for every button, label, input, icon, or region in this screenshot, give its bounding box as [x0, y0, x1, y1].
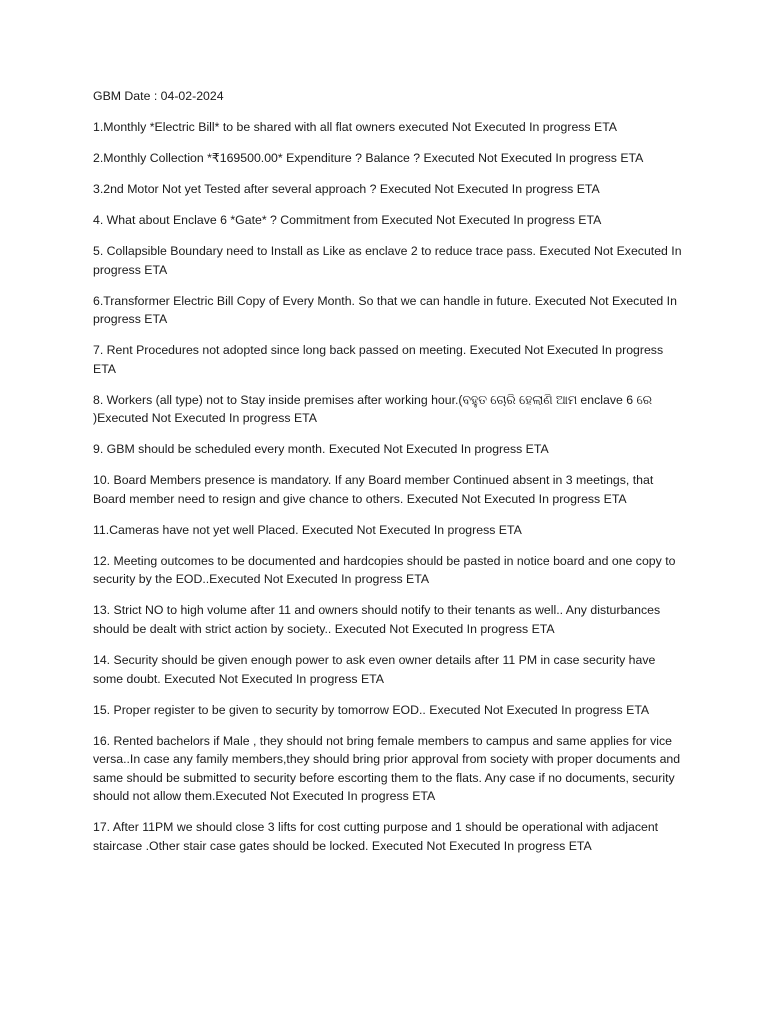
document-title: GBM Date : 04-02-2024 — [93, 89, 224, 103]
agenda-item-11: 11.Cameras have not yet well Placed. Executed Not Executed In progress ETA — [93, 522, 522, 537]
agenda-item-13: 13. Strict NO to high volume after 11 and owners should notify to their tenants as well.. Any disturbances should be dealt with strict action by society.. Executed Not Executed In progress ETA — [93, 603, 661, 636]
agenda-item-3: 3.2nd Motor Not yet Tested after several approach ? Executed Not Executed In progress ETA — [93, 181, 600, 196]
agenda-item-14: 14. Security should be given enough power to ask even owner details after 11 PM in case security have some doubt. Executed Not Executed In progress ETA — [93, 652, 656, 686]
agenda-item-7: 7. Rent Procedures not adopted since long back passed on meeting. Executed Not Executed In progress ETA — [93, 343, 664, 376]
agenda-item-6: 6.Transformer Electric Bill Copy of Every Month. So that we can handle in future. Executed Not Executed In progress ETA — [93, 293, 677, 327]
agenda-item-5: 5. Collapsible Boundary need to Install as Like as enclave 2 to reduce trace pass. Executed Not Executed In progress ETA — [93, 243, 682, 277]
agenda-item-8: 8. Workers (all type) not to Stay inside premises after working hour.(ବହୁତ ଚୋରି ହେଲାଣି ଆମ enclave 6 ରେ )Executed Not Executed In progress ETA — [93, 392, 652, 426]
agenda-item-17: 17. After 11PM we should close 3 lifts for cost cutting purpose and 1 should be operational with adjacent staircase .Other stair case gates should be locked. Executed Not Executed In progress ETA — [93, 820, 659, 853]
document-body — [93, 87, 683, 868]
agenda-item-10: 10. Board Members presence is mandatory. If any Board member Continued absent in 3 meetings, that Board member need to resign and give chance to others. Executed Not Executed In progress ETA — [93, 473, 654, 506]
agenda-item-16: 16. Rented bachelors if Male , they should not bring female members to campus and same applies for vice versa..In case any family members,they should bring prior approval from society with proper documents and same should be submitted to security before escorting them to the flats. Any case if no documents, security should not allow them.Executed Not Executed In progress ETA — [93, 733, 681, 804]
agenda-item-9: 9. GBM should be scheduled every month. Executed Not Executed In progress ETA — [93, 442, 549, 457]
agenda-item-1: 1.Monthly *Electric Bill* to be shared with all flat owners executed Not Executed In progress ETA — [93, 119, 618, 134]
agenda-item-15: 15. Proper register to be given to security by tomorrow EOD.. Executed Not Executed In progress ETA — [93, 702, 650, 717]
agenda-item-4: 4. What about Enclave 6 *Gate* ? Commitment from Executed Not Executed In progress ETA — [93, 212, 602, 227]
agenda-item-12: 12. Meeting outcomes to be documented and hardcopies should be pasted in notice board and one copy to security by the EOD..Executed Not Executed In progress ETA — [93, 553, 676, 587]
agenda-item-2: 2.Monthly Collection *₹169500.00* Expenditure ? Balance ? Executed Not Executed In progress ETA — [93, 150, 644, 165]
